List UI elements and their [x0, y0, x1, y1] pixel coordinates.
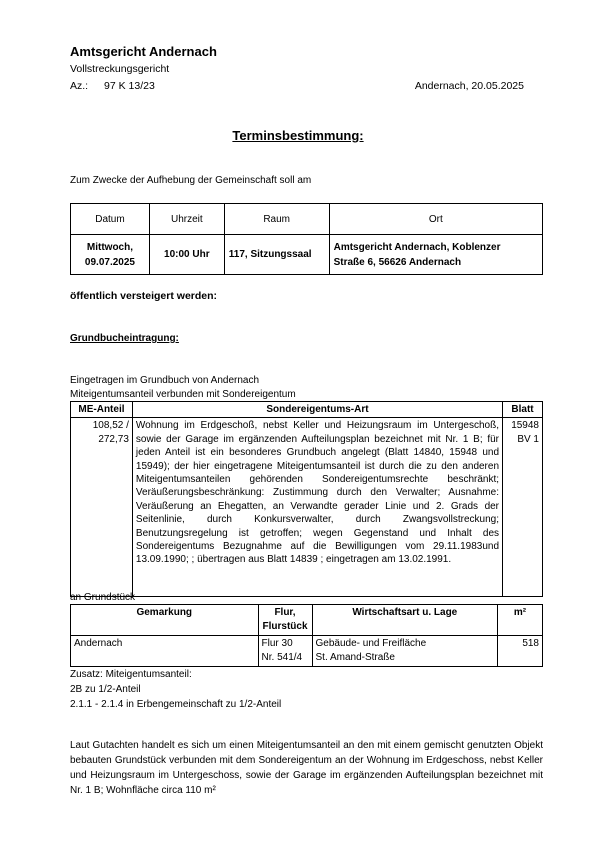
co-ownership-intro: Miteigentumsanteil verbunden mit Sondereigentum — [70, 389, 296, 400]
header-flur: Flur, Flurstück — [258, 605, 312, 636]
termin-date-value: 09.07.2025 — [84, 256, 135, 268]
grundbuch-registered: Eingetragen im Grundbuch von Andernach — [70, 375, 260, 386]
plot-flur — [258, 636, 312, 667]
plot-intro: an Grundstück — [70, 592, 136, 603]
blatt-value: 15948 — [511, 420, 539, 432]
blatt-bv: BV 1 — [517, 433, 539, 445]
case-number: 97 K 13/23 — [104, 80, 155, 92]
document-title: Terminsbestimmung: — [232, 128, 364, 143]
termin-table — [70, 203, 543, 275]
me-share — [71, 418, 133, 597]
case-number-label: Az.: — [70, 80, 89, 92]
blatt-number — [503, 418, 543, 597]
header-ort: Ort — [329, 204, 542, 235]
plot-header-row — [71, 605, 543, 636]
plot-area: 518 — [498, 636, 543, 667]
header-datum: Datum — [71, 204, 150, 235]
plot-usage: Gebäude- und Freifläche — [315, 638, 427, 649]
termin-header-row — [71, 204, 543, 235]
termin-place — [329, 235, 542, 275]
header-gemarkung: Gemarkung — [71, 605, 259, 636]
me-share-numerator: 108,52 / — [92, 420, 129, 432]
termin-value-row — [71, 235, 543, 275]
intro-text: Zum Zwecke der Aufhebung der Gemeinschaft soll am — [70, 175, 312, 186]
header-uhrzeit: Uhrzeit — [149, 204, 224, 235]
plot-location: St. Amand-Straße — [315, 652, 395, 663]
termin-time: 10:00 Uhr — [149, 235, 224, 275]
addendum-line1: Zusatz: Miteigentumsanteil: — [70, 669, 192, 680]
header-wirtschaftsart: Wirtschaftsart u. Lage — [312, 605, 498, 636]
addendum-line3: 2.1.1 - 2.1.4 in Erbengemeinschaft zu 1/2-Anteil — [70, 699, 282, 710]
co-ownership-header-row — [71, 402, 543, 418]
termin-room: 117, Sitzungssaal — [224, 235, 329, 275]
termin-place-line1: Amtsgericht Andernach, Koblenzer — [333, 241, 501, 253]
plot-table — [70, 604, 543, 667]
header-blatt: Blatt — [503, 402, 543, 418]
termin-date — [71, 235, 150, 275]
place-and-date: Andernach, 20.05.2025 — [414, 80, 524, 92]
plot-flurstueck-number: Nr. 541/4 — [261, 652, 303, 663]
court-name: Amtsgericht Andernach — [70, 44, 217, 59]
header-area: m² — [498, 605, 543, 636]
grundbuch-heading: Grundbucheintragung: — [70, 333, 179, 344]
termin-date-weekday: Mittwoch, — [86, 241, 133, 253]
me-share-denominator: 272,73 — [98, 433, 129, 445]
sondereigentum-description: Wohnung im Erdgeschoß, nebst Keller und Heizungsraum im Untergeschoß, sowie der Garage im ergänzenden Aufteilungsplan bezeichnet mit Nr. 1 B; für jeden Anteil ist ein besonderes Grundbuch angelegt (Blatt 14840, 15948 und 15949); der hier eingetragene Miteigentumsanteil ist durch die zu den anderen Miteigentumsanteilen gehörenden Sondereigentumsrechte beschränkt; Veräußerungsbeschränkung: Zustimmung durch den Verwalter; Ausnahme: Veräußerung an Ehegatten, an Verwandte gerader Linie und 2. Grads der Seitenlinie, durch Konkursverwalter, durch Zwangsvollstreckung; Benutzungsregelung ist getroffen; wegen Gegenstand und Inhalt des Sondereigentums Bezugnahme auf die Bewilligungen vom 29.11.1983und 13.09.1990; ; übertragen aus Blatt 14839 ; eingetragen am 13.02.1991. — [132, 418, 502, 597]
appraisal-summary: Laut Gutachten handelt es sich um einen Miteigentumsanteil an den mit einem gemischt genutzten Objekt bebauten Grundstück verbunden mit dem Sondereigentum an der Wohnung im Erdgeschoss, nebst Keller und Heizungsraum im Untergeschoss, sowie der Garage im ergänzenden Aufteilungsplan bezeichnet mit Nr. 1 B; Wohnfläche circa 110 m² — [70, 740, 543, 796]
plot-wirtschaftsart — [312, 636, 498, 667]
plot-row — [71, 636, 543, 667]
auction-statement: öffentlich versteigert werden: — [70, 290, 218, 302]
header-raum: Raum — [224, 204, 329, 235]
co-ownership-row — [71, 418, 543, 597]
court-department: Vollstreckungsgericht — [70, 63, 170, 75]
header-me-anteil: ME-Anteil — [71, 402, 133, 418]
plot-gemarkung: Andernach — [71, 636, 259, 667]
addendum-line2: 2B zu 1/2-Anteil — [70, 684, 141, 695]
co-ownership-table — [70, 401, 543, 597]
plot-flur-number: Flur 30 — [261, 638, 293, 649]
termin-place-line2: Straße 6, 56626 Andernach — [333, 256, 462, 268]
header-sondereigentums-art: Sondereigentums-Art — [132, 402, 502, 418]
